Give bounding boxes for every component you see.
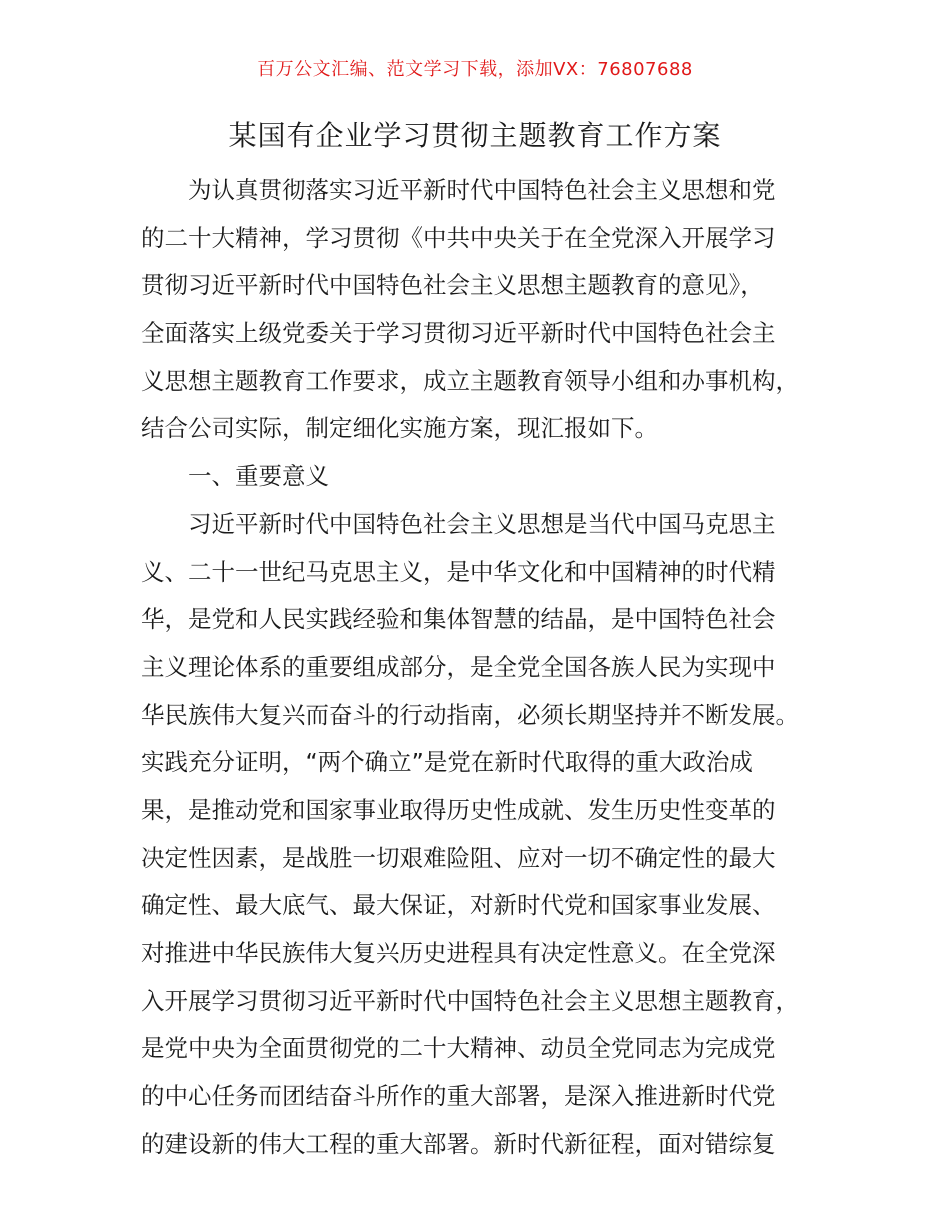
paragraph-line: 的中心任务而团结奋斗所作的重大部署，是深入推进新时代党 <box>141 1082 776 1111</box>
paragraph-line: 确定性、最大底气、最大保证，对新时代党和国家事业发展、 <box>141 891 776 920</box>
document-title: 某国有企业学习贯彻主题教育工作方案 <box>228 119 722 152</box>
paragraph-line: 是党中央为全面贯彻党的二十大精神、动员全党同志为完成党 <box>141 1034 776 1063</box>
paragraph-line: 习近平新时代中国特色社会主义思想是当代中国马克思主 <box>188 509 776 538</box>
header-watermark: 百万公文汇编、范文学习下载，添加VX：76807688 <box>257 59 693 80</box>
paragraph-line: 对推进中华民族伟大复兴历史进程具有决定性意义。在全党深 <box>141 939 776 967</box>
paragraph-line: 义、二十一世纪马克思主义，是中华文化和中国精神的时代精 <box>141 557 776 586</box>
paragraph-line: 结合公司实际，制定细化实施方案，现汇报如下。 <box>141 414 658 443</box>
paragraph-line: 为认真贯彻落实习近平新时代中国特色社会主义思想和党 <box>188 176 776 204</box>
paragraph-line: 全面落实上级党委关于学习贯彻习近平新时代中国特色社会主 <box>141 319 776 348</box>
paragraph-line: 的建设新的伟大工程的重大部署。新时代新征程，面对错综复 <box>141 1129 776 1158</box>
paragraph-line: 实践充分证明，“两个确立”是党在新时代取得的重大政治成 <box>141 748 753 777</box>
paragraph-line: 的二十大精神，学习贯彻《中共中央关于在全党深入开展学习 <box>141 223 776 252</box>
paragraph-line: 果，是推动党和国家事业取得历史性成就、发生历史性变革的 <box>141 795 776 824</box>
paragraph-line: 入开展学习贯彻习近平新时代中国特色社会主义思想主题教育， <box>141 986 799 1015</box>
paragraph-line: 华民族伟大复兴而奋斗的行动指南，必须长期坚持并不断发展。 <box>141 700 799 729</box>
document-body <box>141 167 841 1168</box>
paragraph-line: 华，是党和人民实践经验和集体智慧的结晶，是中国特色社会 <box>141 605 776 634</box>
paragraph-line: 主义理论体系的重要组成部分，是全党全国各族人民为实现中 <box>141 652 776 681</box>
section-heading: 一、重要意义 <box>188 462 329 491</box>
paragraph-line: 贯彻习近平新时代中国特色社会主义思想主题教育的意见》， <box>141 271 764 300</box>
paragraph-line: 决定性因素，是战胜一切艰难险阻、应对一切不确定性的最大 <box>141 843 776 872</box>
paragraph-line: 义思想主题教育工作要求，成立主题教育领导小组和办事机构， <box>141 366 799 395</box>
